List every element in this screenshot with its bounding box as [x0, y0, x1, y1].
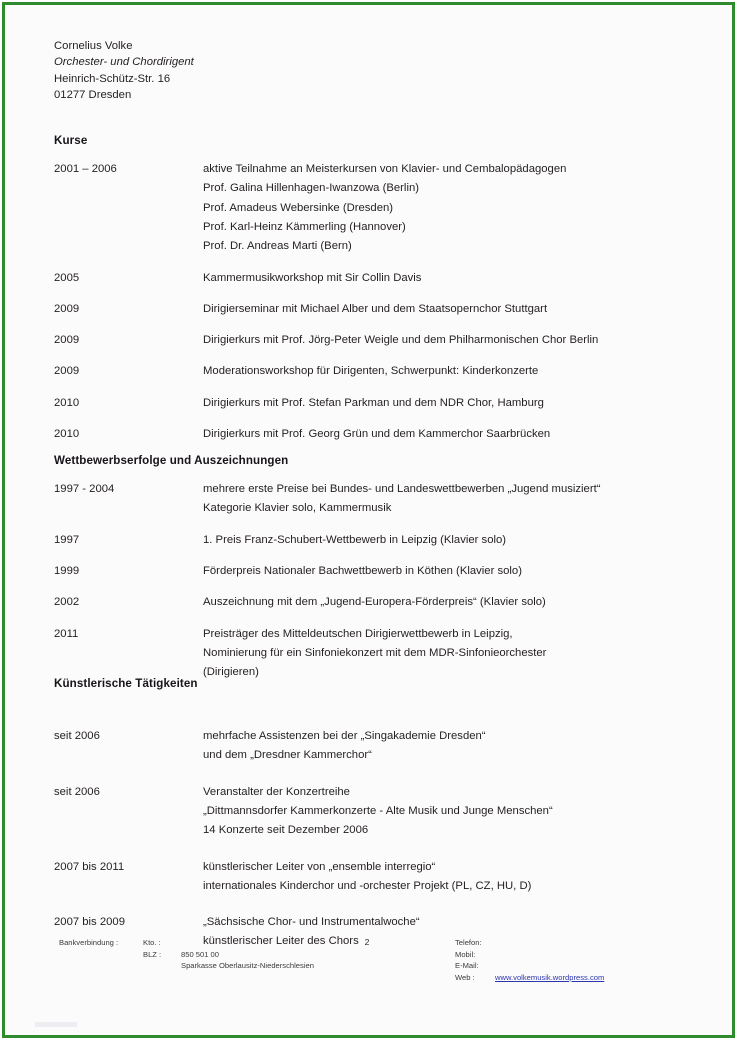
entry-date: 1999	[54, 564, 80, 577]
entry-line: Dirigierkurs mit Prof. Jörg-Peter Weigle und dem Philharmonischen Chor Berlin	[203, 334, 599, 347]
entry-line: Prof. Karl-Heinz Kämmerling (Hannover)	[203, 220, 406, 233]
sender-role: Orchester- und Chordirigent	[54, 56, 194, 69]
contact-key: E-Mail:	[455, 961, 479, 971]
cv-entry	[54, 331, 694, 350]
scan-artifact	[35, 1022, 77, 1027]
section-heading-wettbewerbserfolge: Wettbewerbserfolge und Auszeichnungen	[54, 454, 289, 467]
entry-line: Prof. Amadeus Webersinke (Dresden)	[203, 201, 394, 214]
entry-body	[203, 562, 694, 581]
entry-line: mehrere erste Preise bei Bundes- und Landeswettbewerben „Jugend musiziert“	[203, 483, 601, 495]
cv-entry	[54, 300, 694, 319]
entry-date: 2005	[54, 271, 80, 284]
entry-date: 2009	[54, 302, 80, 315]
entry-line: und dem „Dresdner Kammerchor“	[203, 749, 372, 762]
entry-line: aktive Teilnahme an Meisterkursen von Klavier- und Cembalopädagogen	[203, 163, 567, 175]
entry-line: (Dirigieren)	[203, 666, 259, 679]
bank-details	[143, 937, 314, 972]
contact-key: Telefon:	[455, 938, 482, 947]
entry-line: Veranstalter der Konzertreihe	[203, 785, 350, 798]
entry-body	[203, 300, 694, 319]
cv-entry	[54, 425, 694, 444]
cv-entry	[54, 531, 694, 550]
entry-line: Dirigierseminar mit Michael Alber und dem Staatsopernchor Stuttgart	[203, 302, 548, 315]
entry-body	[203, 858, 694, 897]
entry-line: Dirigierkurs mit Prof. Georg Grün und dem Kammerchor Saarbrücken	[203, 428, 551, 440]
bank-row	[143, 949, 314, 961]
entry-date: 2007 bis 2011	[54, 860, 125, 873]
entry-body	[203, 425, 694, 444]
entry-body	[203, 331, 694, 350]
entry-line: internationales Kinderchor und -orchester Projekt (PL, CZ, HU, D)	[203, 879, 532, 892]
entry-body	[203, 625, 694, 683]
entry-line: künstlerischer Leiter von „ensemble interregio“	[203, 860, 436, 873]
entry-line: „Dittmannsdorfer Kammerkonzerte - Alte Musik und Junge Menschen“	[203, 804, 553, 817]
bank-key: Kto. :	[143, 938, 161, 947]
entry-date: 2010	[54, 428, 80, 440]
address-block	[54, 38, 194, 104]
contact-details	[455, 937, 604, 983]
entry-line: „Sächsische Chor- und Instrumentalwoche“	[203, 916, 420, 929]
entry-body	[203, 269, 694, 288]
bank-label: Bankverbindung :	[59, 938, 119, 947]
entry-date: 2002	[54, 596, 80, 609]
cv-entry	[54, 480, 694, 519]
section-heading-kurse: Kurse	[54, 134, 88, 147]
entry-line: künstlerischer Leiter des Chors	[203, 935, 359, 948]
sender-name: Cornelius Volke	[54, 40, 133, 52]
contact-row	[455, 937, 604, 949]
entry-date: 2011	[54, 627, 79, 640]
sender-street: Heinrich-Schütz-Str. 16	[54, 72, 171, 85]
contact-row	[455, 949, 604, 961]
bank-key: BLZ :	[143, 949, 162, 959]
entry-line: Preisträger des Mitteldeutschen Dirigierwettbewerb in Leipzig,	[203, 627, 513, 640]
entry-line: Förderpreis Nationaler Bachwettbewerb in Köthen (Klavier solo)	[203, 564, 522, 577]
section-heading-kuenstlerische-taetigkeiten: Künstlerische Tätigkeiten	[54, 677, 198, 690]
entry-line: Prof. Galina Hillenhagen-Iwanzowa (Berlin)	[203, 182, 419, 195]
bank-value: Sparkasse Oberlausitz-Niederschlesien	[181, 961, 314, 971]
entry-line: Dirigierkurs mit Prof. Stefan Parkman und dem NDR Chor, Hamburg	[203, 396, 544, 409]
entry-body	[203, 394, 694, 413]
sender-city: 01277 Dresden	[54, 89, 132, 102]
cv-entry	[54, 593, 694, 612]
cv-entry	[54, 362, 694, 381]
document-page	[2, 2, 735, 1038]
bank-row	[143, 937, 314, 949]
entry-date: seit 2006	[54, 785, 100, 798]
entry-body	[203, 531, 694, 550]
entry-line: Moderationsworkshop für Dirigenten, Schwerpunkt: Kinderkonzerte	[203, 365, 539, 378]
entry-line: Auszeichnung mit dem „Jugend-Europera-Förderpreis“ (Klavier solo)	[203, 596, 546, 609]
entry-body	[203, 727, 694, 766]
cv-entry	[54, 858, 694, 897]
cv-entry	[54, 727, 694, 766]
entry-body	[203, 480, 694, 519]
entry-date: 1997	[54, 533, 80, 546]
entry-line: Kategorie Klavier solo, Kammermusik	[203, 502, 392, 515]
contact-key: Web :	[455, 972, 475, 982]
contact-key: Mobil:	[455, 949, 476, 959]
entry-body	[203, 593, 694, 612]
cv-entry	[54, 783, 694, 841]
entry-date: 2010	[54, 396, 80, 409]
bank-value: 850 501 00	[181, 949, 220, 959]
entry-date: 2007 bis 2009	[54, 916, 125, 929]
entry-date: 2009	[54, 334, 80, 347]
entry-line: 1. Preis Franz-Schubert-Wettbewerb in Leipzig (Klavier solo)	[203, 533, 507, 546]
entry-date: 2009	[54, 365, 80, 378]
entry-body	[203, 783, 694, 841]
entry-date: seit 2006	[54, 730, 100, 742]
entry-line: Kammermusikworkshop mit Sir Collin Davis	[203, 271, 422, 284]
contact-row	[455, 960, 604, 972]
entry-body	[203, 362, 694, 381]
website-link[interactable]: www.volkemusik.wordpress.com	[495, 972, 605, 982]
bank-row	[143, 960, 314, 972]
page-number: 2	[364, 937, 370, 947]
entry-date: 2001 – 2006	[54, 163, 117, 175]
page-sheet	[5, 5, 732, 1035]
entry-body	[203, 160, 694, 256]
entry-line: 14 Konzerte seit Dezember 2006	[203, 824, 369, 837]
entry-line: Nominierung für ein Sinfoniekonzert mit dem MDR-Sinfonieorchester	[203, 646, 547, 659]
contact-row	[455, 972, 604, 984]
cv-entry	[54, 394, 694, 413]
entry-line: Prof. Dr. Andreas Marti (Bern)	[203, 240, 352, 253]
entry-line: mehrfache Assistenzen bei der „Singakademie Dresden“	[203, 730, 486, 742]
cv-entry	[54, 625, 694, 683]
cv-entry	[54, 269, 694, 288]
cv-entry	[54, 160, 694, 256]
cv-entry	[54, 562, 694, 581]
entry-date: 1997 - 2004	[54, 483, 115, 495]
